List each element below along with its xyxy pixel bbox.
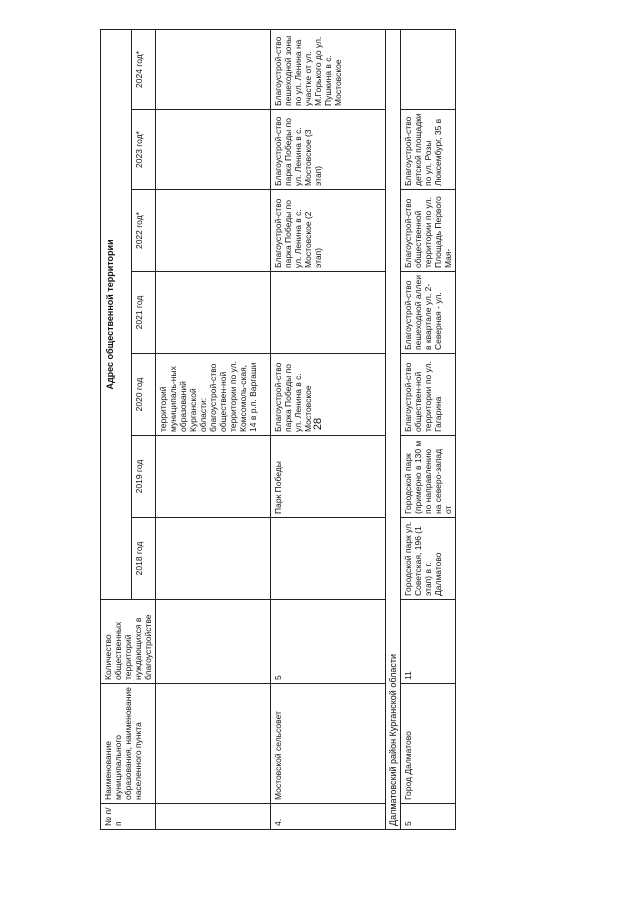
table-row (401, 29, 456, 829)
header-year-2018: 2018 год (131, 518, 155, 600)
row-2021 (156, 272, 271, 354)
row-2020: Благоустрой-ство обществен-ной территории по ул. Гагарина (401, 354, 456, 436)
row-name: Город Далматово (401, 684, 456, 804)
row-2024: Благоустрой-ство пешеходной зоны по ул. Ленина на участке от ул. М.Горького до ул. Пушкина в с. Мостовское (271, 29, 386, 109)
row-2021 (271, 272, 386, 354)
header-year-2021: 2021 год (131, 272, 155, 354)
header-year-2020: 2020 год (131, 354, 155, 436)
row-2019 (156, 436, 271, 518)
header-year-2022: 2022 год* (131, 190, 155, 272)
header-year-2019: 2019 год (131, 436, 155, 518)
row-2023 (156, 110, 271, 190)
section-title: Далматовский район Курганской области (386, 29, 401, 829)
row-2024 (401, 29, 456, 109)
row-2020: территорий муниципаль-ных образований Курганской области: благоустрой-ство обществен-ной территории по ул. Комсомоль-ская, 14 в р.п. Варгаши (156, 354, 271, 436)
row-2022: Благоустрой-ство общественной территории по ул. Площадь Первого Мая- (401, 190, 456, 272)
page-number-text: 28 (312, 417, 324, 431)
row-2021: Благоустрой-ство пешеходной аллеи в квартале ул. 2-Северная - ул. (401, 272, 456, 354)
row-2023: Благоустрой-ство детской площадки по ул. Розы Люксембург, 35 в (401, 110, 456, 190)
table-row (156, 29, 271, 829)
row-2023: Благоустрой-ство парка Победы по ул. Ленина в с. Мостовское (3 этап) (271, 110, 386, 190)
row-name (156, 684, 271, 804)
row-2018 (271, 518, 386, 600)
row-2019: Парк Победы (271, 436, 386, 518)
row-2020: Благоустрой-ство парка Победы по ул. Ленина в с. Мостовское (271, 354, 386, 436)
header-row-1 (101, 29, 132, 829)
rotated-table-container (100, 30, 510, 830)
row-num: 5 (401, 804, 456, 830)
header-name: Наименование муниципального образования, наименование населенного пункта (101, 684, 156, 804)
section-title-row (386, 29, 401, 829)
row-2019: Городской парк (примерно в 130 м по направлению на северо-запад от (401, 436, 456, 518)
row-2018: Городской парк ул. Советская, 196 (1 этап) в г. Далматово (401, 518, 456, 600)
row-count: 11 (401, 600, 456, 684)
public-territories-table (100, 29, 456, 830)
row-num (156, 804, 271, 830)
header-address-group: Адрес общественной территории (101, 29, 132, 599)
row-name: Мостовской сельсовет (271, 684, 386, 804)
row-2018 (156, 518, 271, 600)
header-year-2023: 2023 год* (131, 110, 155, 190)
row-count: 5 (271, 600, 386, 684)
header-count: Количество общественных территорий нуждающихся в благоустройстве (101, 600, 156, 684)
row-count (156, 600, 271, 684)
row-2024 (156, 29, 271, 109)
row-num: 4. (271, 804, 386, 830)
row-2022 (156, 190, 271, 272)
header-year-2024: 2024 год* (131, 29, 155, 109)
row-2022: Благоустрой-ство парка Победы по ул. Ленина в с. Мостовское (2 этап) (271, 190, 386, 272)
header-num: № п/п (101, 804, 156, 830)
table-row (271, 29, 386, 829)
